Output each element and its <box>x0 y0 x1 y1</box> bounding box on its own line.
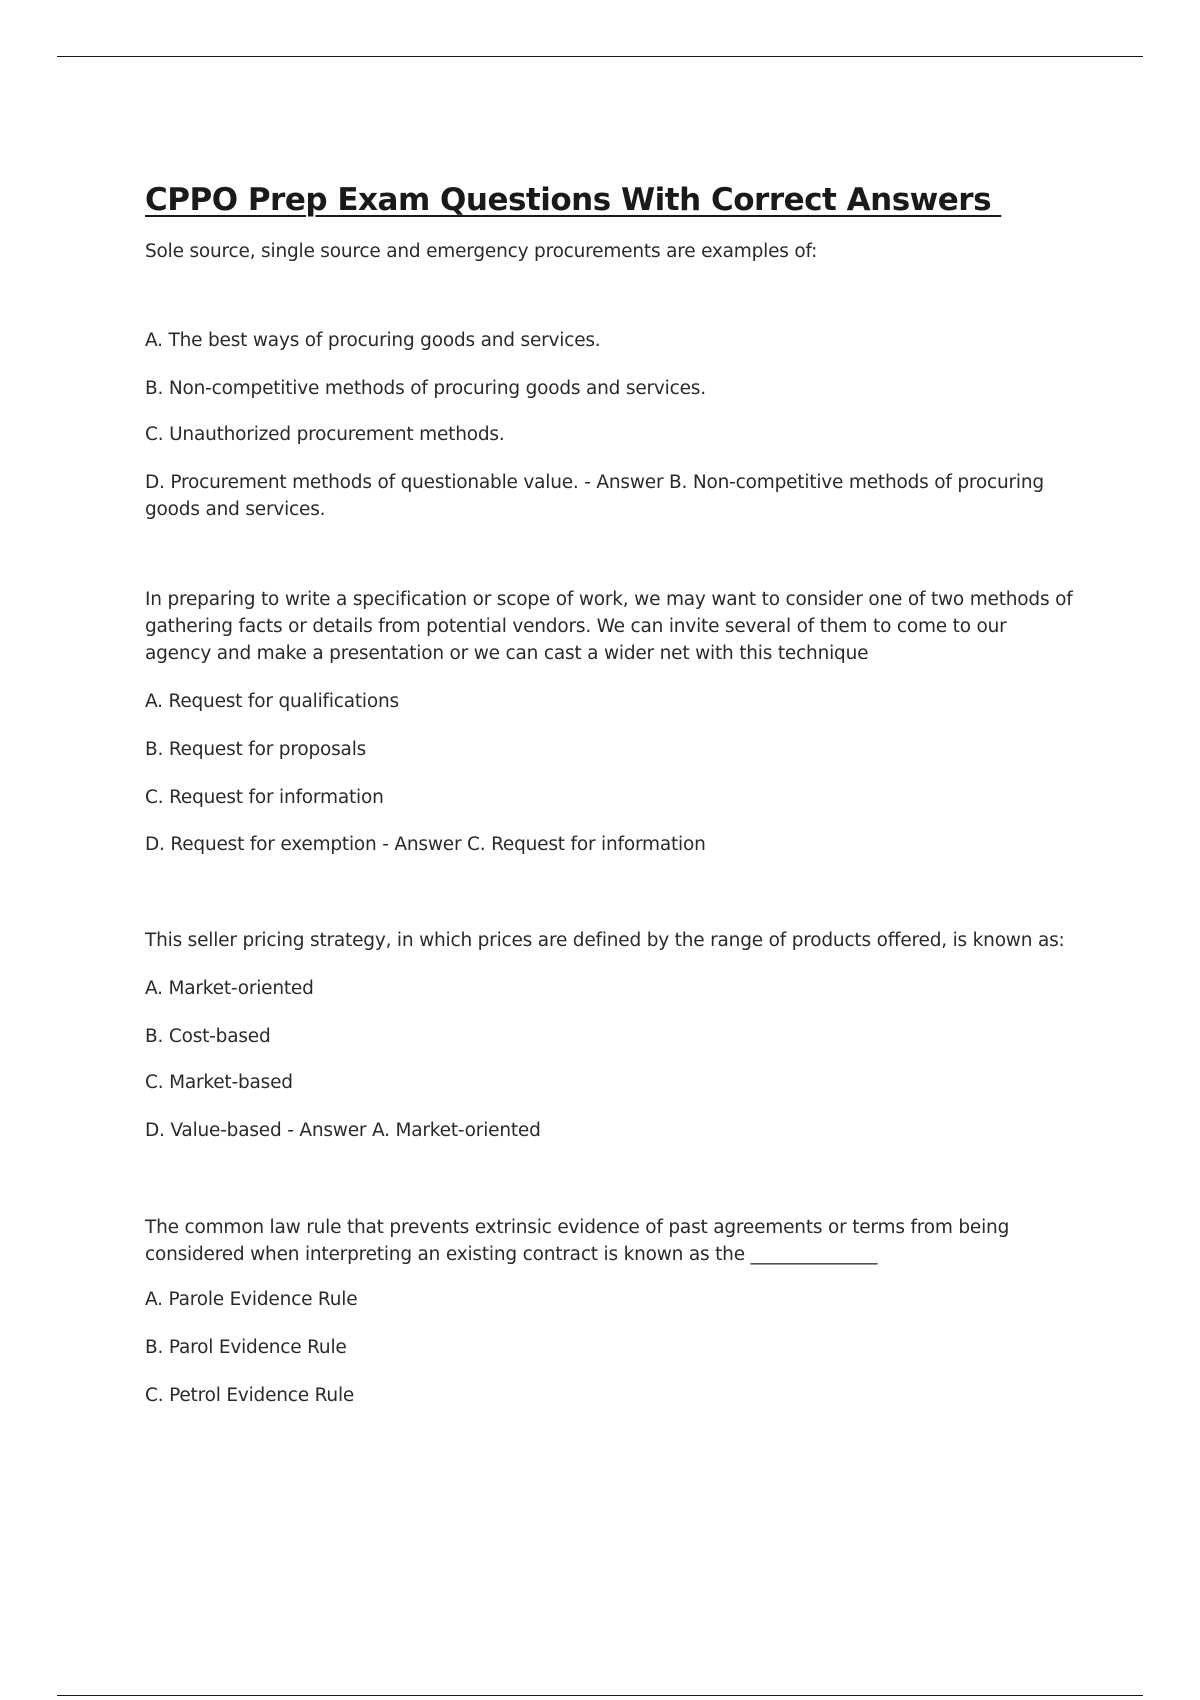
question-3-option-a: A. Market-oriented <box>145 978 314 999</box>
question-3-option-b: B. Cost-based <box>145 1026 271 1047</box>
question-1 <box>145 238 1075 523</box>
question-3-option-d: D. Value-based - Answer A. Market-oriented <box>145 1120 541 1141</box>
question-2 <box>145 586 1075 858</box>
question-1-option-b: B. Non-competitive methods of procuring goods and services. <box>145 378 706 399</box>
bottom-page-rule <box>57 1695 1143 1696</box>
question-2-option-b: B. Request for proposals <box>145 739 367 760</box>
question-1-option-a: A. The best ways of procuring goods and services. <box>145 330 601 351</box>
question-1-prompt: Sole source, single source and emergency procurements are examples of: <box>145 241 818 262</box>
document-body <box>145 180 1075 1409</box>
question-4-option-b: B. Parol Evidence Rule <box>145 1337 347 1358</box>
question-2-option-a: A. Request for qualifications <box>145 691 399 712</box>
question-1-option-d: D. Procurement methods of questionable value. - Answer B. Non-competitive methods of procuring goods and services. <box>145 472 1044 520</box>
question-4-option-c: C. Petrol Evidence Rule <box>145 1385 355 1406</box>
question-1-option-c: C. Unauthorized procurement methods. <box>145 424 505 445</box>
question-4-option-a: A. Parole Evidence Rule <box>145 1289 358 1310</box>
question-2-prompt: In preparing to write a specification or scope of work, we may want to consider one of two methods of gathering facts or details from potential vendors. We can invite several of them to come to our agency and make a presentation or we can cast a wider net with this technique <box>145 589 1073 664</box>
question-3-prompt: This seller pricing strategy, in which prices are defined by the range of products offered, is known as: <box>145 930 1065 951</box>
question-2-option-c: C. Request for information <box>145 787 384 808</box>
question-3 <box>145 927 1075 1144</box>
question-3-option-c: C. Market-based <box>145 1072 293 1093</box>
question-4-prompt: The common law rule that prevents extrinsic evidence of past agreements or terms from being considered when interpreting an existing contract is known as the ______________ <box>145 1217 1010 1265</box>
question-4 <box>145 1214 1075 1409</box>
question-2-option-d: D. Request for exemption - Answer C. Request for information <box>145 834 706 855</box>
top-page-rule <box>57 56 1143 57</box>
document-title: CPPO Prep Exam Questions With Correct Answers <box>145 182 1002 218</box>
